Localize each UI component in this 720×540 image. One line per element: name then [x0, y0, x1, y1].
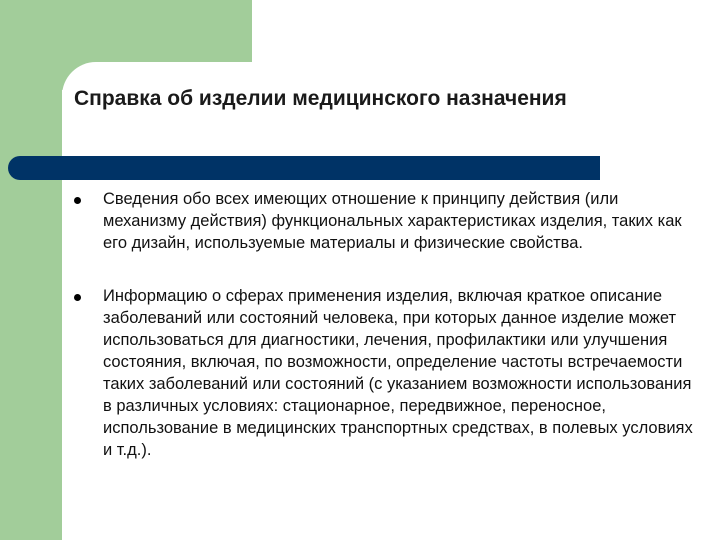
title-underline-bar [8, 156, 600, 180]
decorative-green-left-stripe [0, 0, 62, 540]
slide-title: Справка об изделии медицинского назначения [74, 87, 567, 110]
bullet-text: Информацию о сферах применения изделия, включая краткое описание заболеваний или состояний человека, при которых данное изделие может использоваться для диагностики, лечения, профилактики или улучшения состояния, включая, по возможности, определение частоты встречаемости таких заболеваний или состояний (с указанием возможности использования в различных условиях: стационарное, передвижное, переносное, использование в медицинских транспортных средствах, в полевых условиях и т.д.). [103, 287, 693, 459]
bullet-dot-icon [74, 197, 81, 204]
bullet-dot-icon [74, 294, 81, 301]
bullet-item [74, 188, 700, 254]
bullet-item [74, 285, 700, 461]
bullet-list [74, 188, 700, 461]
bullet-text: Сведения обо всех имеющих отношение к принципу действия (или механизму действия) функциональных характеристиках изделия, таких как его дизайн, используемые материалы и физические свойства. [103, 190, 682, 252]
